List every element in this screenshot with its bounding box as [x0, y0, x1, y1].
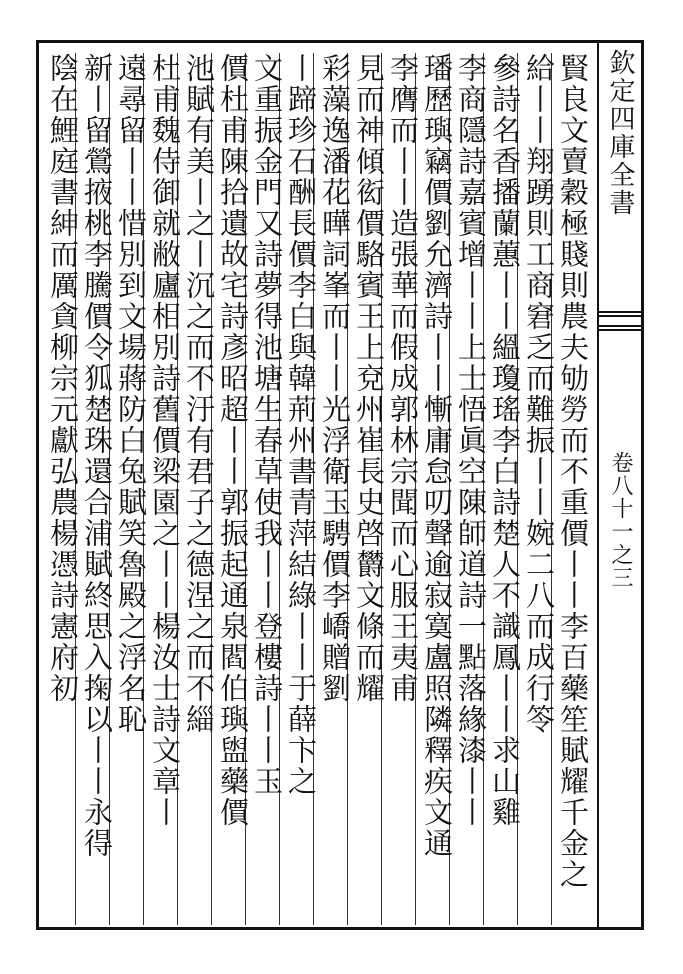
section-label: 卷八十一之三	[608, 451, 633, 589]
text-column: 璠歷璵竊價劉允濟詩丨丨慚庸怠叨聲逾寂寞盧照隣釋疾文通	[415, 53, 459, 925]
text-column: 文重振金門又詩夢得池塘生春草使我丨丨登樓詩丨丨玉	[245, 53, 289, 925]
fishtail-mark-lower	[597, 325, 641, 331]
text-column: 陰在鯉庭書紳而厲貪柳宗元獻弘農楊憑詩憲府初	[46, 53, 80, 704]
text-column: 丨蹄珍石酬長價李白與韓荊州書青萍結綠丨丨于薛卞之	[279, 53, 323, 925]
page-frame	[36, 40, 644, 930]
text-column: 遠尋留丨丨惜別到文場蔣防白兔賦笑魯殿之浮名恥	[109, 53, 153, 925]
text-column: 池賦有美丨之丨沉之而不汙有君子之德涅之而不緇	[177, 53, 221, 925]
text-columns	[43, 47, 595, 923]
text-column: 見而神傾衒價駱賓王上兗州崔長史啓欝文條而耀	[347, 53, 391, 925]
text-column: 賢良文賣穀極賤則農夫劬勞而不重價丨丨李百藥笙賦耀千金之	[551, 53, 595, 925]
fishtail-mark-upper	[597, 311, 641, 317]
text-column: 彩藻逸潘花曄詞峯而丨丨光浮衛玉騁價李嶠贈劉	[313, 53, 357, 925]
text-column: 給丨丨翔踴則工商窘乏而難振丨丨婉二八而成行笭	[517, 53, 561, 925]
text-column: 價杜甫陳拾遺故宅詩彥昭超丨丨郭振起通泉閻伯璵盥藥價	[211, 53, 255, 925]
text-column: 新丨留鶯掖桃李騰價令狐楚珠還合浦賦終思入掬以丨丨永得	[75, 53, 119, 925]
margin-banner	[597, 43, 641, 927]
text-column: 杜甫魏侍御就敝廬相別詩舊價梁園之丨丨楊汝士詩文章丨	[143, 53, 187, 925]
text-column: 李膺而丨丨造張華而假成郭林宗聞而心服王夷甫	[381, 53, 425, 925]
text-column: 李商隱詩嘉賓增丨丨上士悟眞空陳師道詩一點落緣漆丨丨	[449, 53, 493, 925]
collection-title: 欽定四庫全書	[605, 49, 635, 217]
text-column: 參詩名香播蘭蕙丨丨縕瓊瑤李白詩楚人不識鳳丨丨求山雞	[483, 53, 527, 925]
